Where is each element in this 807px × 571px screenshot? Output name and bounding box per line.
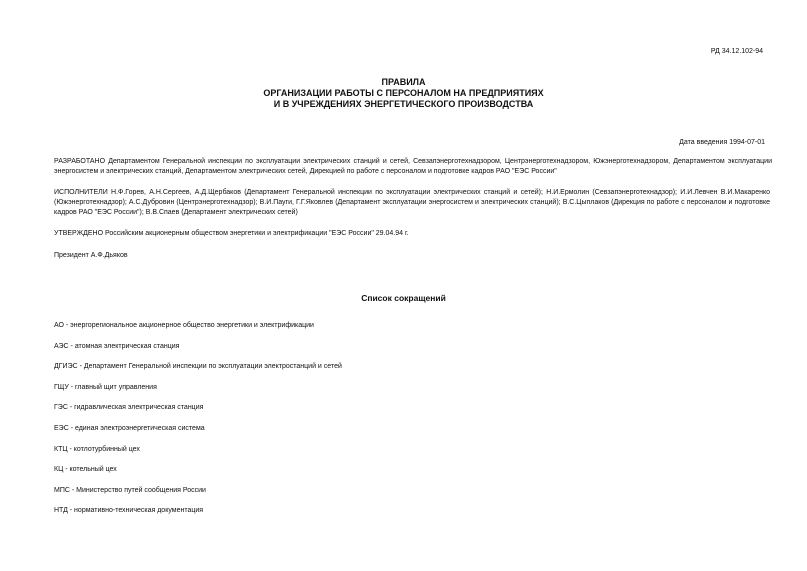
list-item: АО - энергорегиональное акционерное общество энергетики и электрификации (54, 322, 314, 329)
list-item: НТД - нормативно-техническая документация (54, 507, 204, 515)
title-line-3: И В УЧРЕЖДЕНИЯХ ЭНЕРГЕТИЧЕСКОГО ПРОИЗВОДСТВА (273, 99, 534, 109)
list-item: ГЩУ - главный щит управления (54, 383, 157, 391)
list-item: КЦ - котельный цех (54, 466, 117, 474)
abbreviations-title: Список сокращений (361, 293, 446, 303)
document-code: РД 34.12.102-94 (710, 48, 763, 55)
list-item: ЕЭС - единая электроэнергетическая система (54, 424, 205, 432)
title-line-2: ОРГАНИЗАЦИИ РАБОТЫ С ПЕРСОНАЛОМ НА ПРЕДПРИЯТИЯХ (263, 88, 544, 98)
list-item: МПС - Министерство путей сообщения России (54, 486, 206, 494)
title-line-1: ПРАВИЛА (381, 77, 426, 87)
list-item: АЭС - атомная электрическая станция (54, 342, 180, 350)
approved-paragraph: УТВЕРЖДЕНО Российским акционерным обществом энергетики и электрификации "ЕЭС России" 29.04.94 г. (54, 230, 409, 237)
introduction-date: Дата введения 1994-07-01 (679, 139, 765, 146)
list-item: ДГИЭС - Департамент Генеральной инспекции по эксплуатации электростанций и сетей (54, 363, 342, 371)
list-item: ГЭС - гидравлическая электрическая станция (54, 404, 204, 412)
executors-paragraph: ИСПОЛНИТЕЛИ Н.Ф.Горев, А.Н.Сергеев, А.Д.Щербаков (Департамент Генеральной инспекции по эксплуатации электрических станций и сетей); Н.И.Ермолин (Севзапэнерготехнадзор); И.И.Левчен В.И.Макаренко (Южэнерготехнадзор); А.С.Дубровин (Центрэнерготехнадзор); В.И.Пауги, Г.Г.Яковлев (Департамент эксплуатации энергосистем и электрических станций); В.С.Цыплаков (Дирекция по работе с персоналом и подготовке кадров РАО "ЕЭС России"); В.В.Спаев (Департамент электрических сетей) (54, 189, 770, 216)
abbreviations-list (54, 321, 754, 527)
document-title (0, 77, 807, 110)
developed-by-paragraph: РАЗРАБОТАНО Департаментом Генеральной инспекции по эксплуатации электрических станций и сетей, Севзапэнерготехнадзором, Центрэнерготехнадзором, Южэнерготехнадзором, Департаментом эксплуатации энергосистем и электрических станций, Департаментом электрических сетей, Дирекцией по работе с персоналом и подготовке кадров РАО "ЕЭС России" (54, 158, 772, 175)
president-line: Президент А.Ф.Дьяков (54, 252, 128, 259)
list-item: КТЦ - котлотурбинный цех (54, 445, 140, 453)
